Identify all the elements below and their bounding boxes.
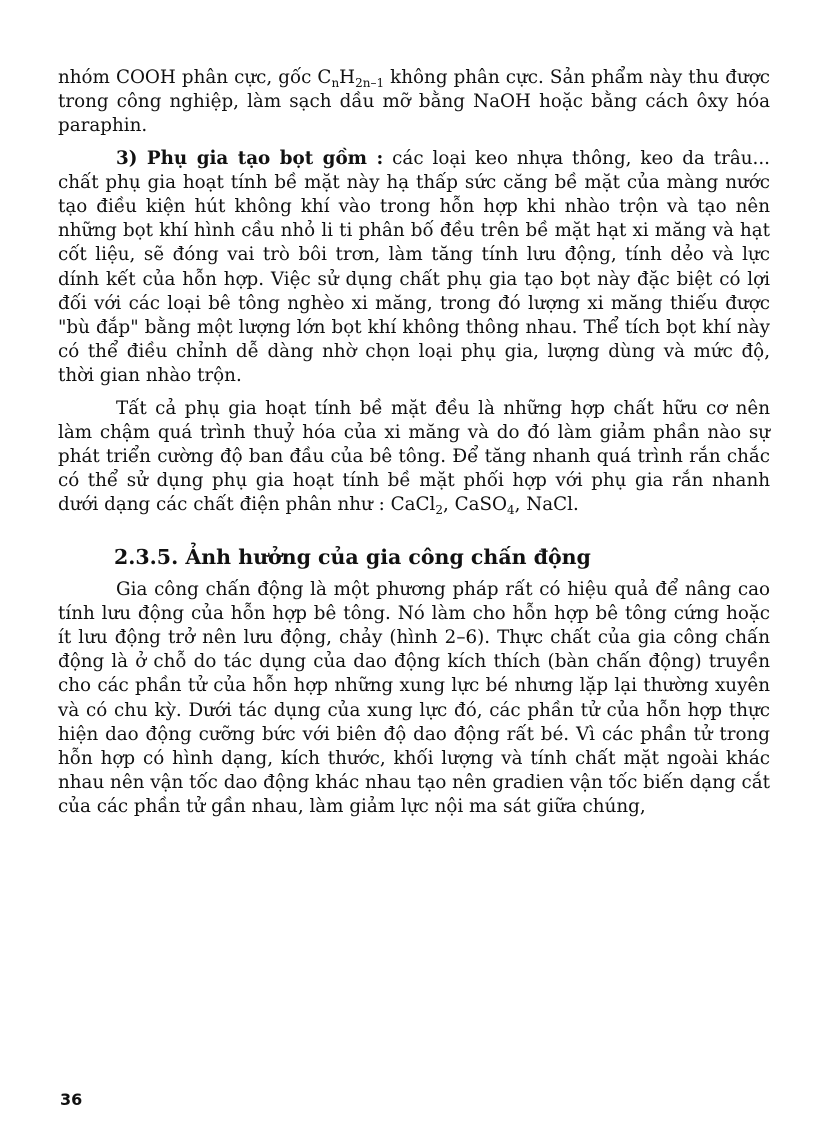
paragraph-cooh: nhóm COOH phân cực, gốc $C_nH_{2n-1}$ không phân cực. Sản phẩm này thu được trong công nghiệp, làm sạch dầu mỡ bằng NaOH hoặc bằng cách ôxy hóa paraphin.	[58, 67, 770, 137]
paragraph-surface-active: Tất cả phụ gia hoạt tính bề mặt đều là những hợp chất hữu cơ nên làm chậm quá trình thuỷ hóa của xi măng và do đó làm giảm phần nào sự phát triển cường độ ban đầu của bê tông. Để tăng nhanh quá trình rắn chắc có thể sử dụng phụ gia hoạt tính bề mặt phối hợp với phụ gia rắn nhanh dưới dạng các chất điện phân như : CaCl$_2$, CaSO$_4$, NaCl.	[58, 397, 770, 518]
paragraph-vibration: Gia công chấn động là một phương pháp rất có hiệu quả để nâng cao tính lưu động của hỗn hợp bê tông. Nó làm cho hỗn hợp bê tông cứng hoặc ít lưu động trở nên lưu động, chảy (hình 2–6). Thực chất của gia công chấn động là ở chỗ do tác dụng của dao động kích thích (bàn chấn động) truyền cho các phần tử của hỗn hợp những xung lực bé nhưng lặp lại thường xuyên và có chu kỳ. Dưới tác dụng của xung lực đó, các phần tử của hỗn hợp thực hiện dao động cưỡng bức với biên độ dao động rất bé. Vì các phần tử trong hỗn hợp có hình dạng, kích thước, khối lượng và tính chất mặt ngoài khác nhau nên vận tốc dao động khác nhau tạo nên gradien vận tốc biến dạng cắt của các phần tử gần nhau, làm giảm lực nội ma sát giữa chúng,	[58, 578, 770, 818]
page-number: 36	[60, 1090, 83, 1109]
paragraph-lead: 3) Phụ gia tạo bọt gồm :	[116, 147, 384, 169]
page-content	[58, 66, 770, 820]
paragraph-foaming-additive: 3) Phụ gia tạo bọt gồm : các loại keo nhựa thông, keo da trâu... chất phụ gia hoạt tính bề mặt này hạ thấp sức căng bề mặt của màng nước tạo điều kiện hút không khí vào trong hỗn hợp khi nhào trộn và tạo nên những bọt khí hình cầu nhỏ li ti phân bố đều trên bề mặt hạt xi măng và hạt cốt liệu, sẽ đóng vai trò bôi trơn, làm tăng tính lưu động, tính dẻo và lực dính kết của hỗn hợp. Việc sử dụng chất phụ gia tạo bọt này đặc biệt có lợi đối với các loại bê tông nghèo xi măng, trong đó lượng xi măng thiếu được "bù đắp" bằng một lượng lớn bọt khí không thông nhau. Thể tích bọt khí này có thể điều chỉnh dễ dàng nhờ chọn loại phụ gia, lượng dùng và mức độ, thời gian nhào trộn.	[58, 147, 770, 387]
section-heading: 2.3.5. Ảnh hưởng của gia công chấn động	[114, 544, 591, 569]
